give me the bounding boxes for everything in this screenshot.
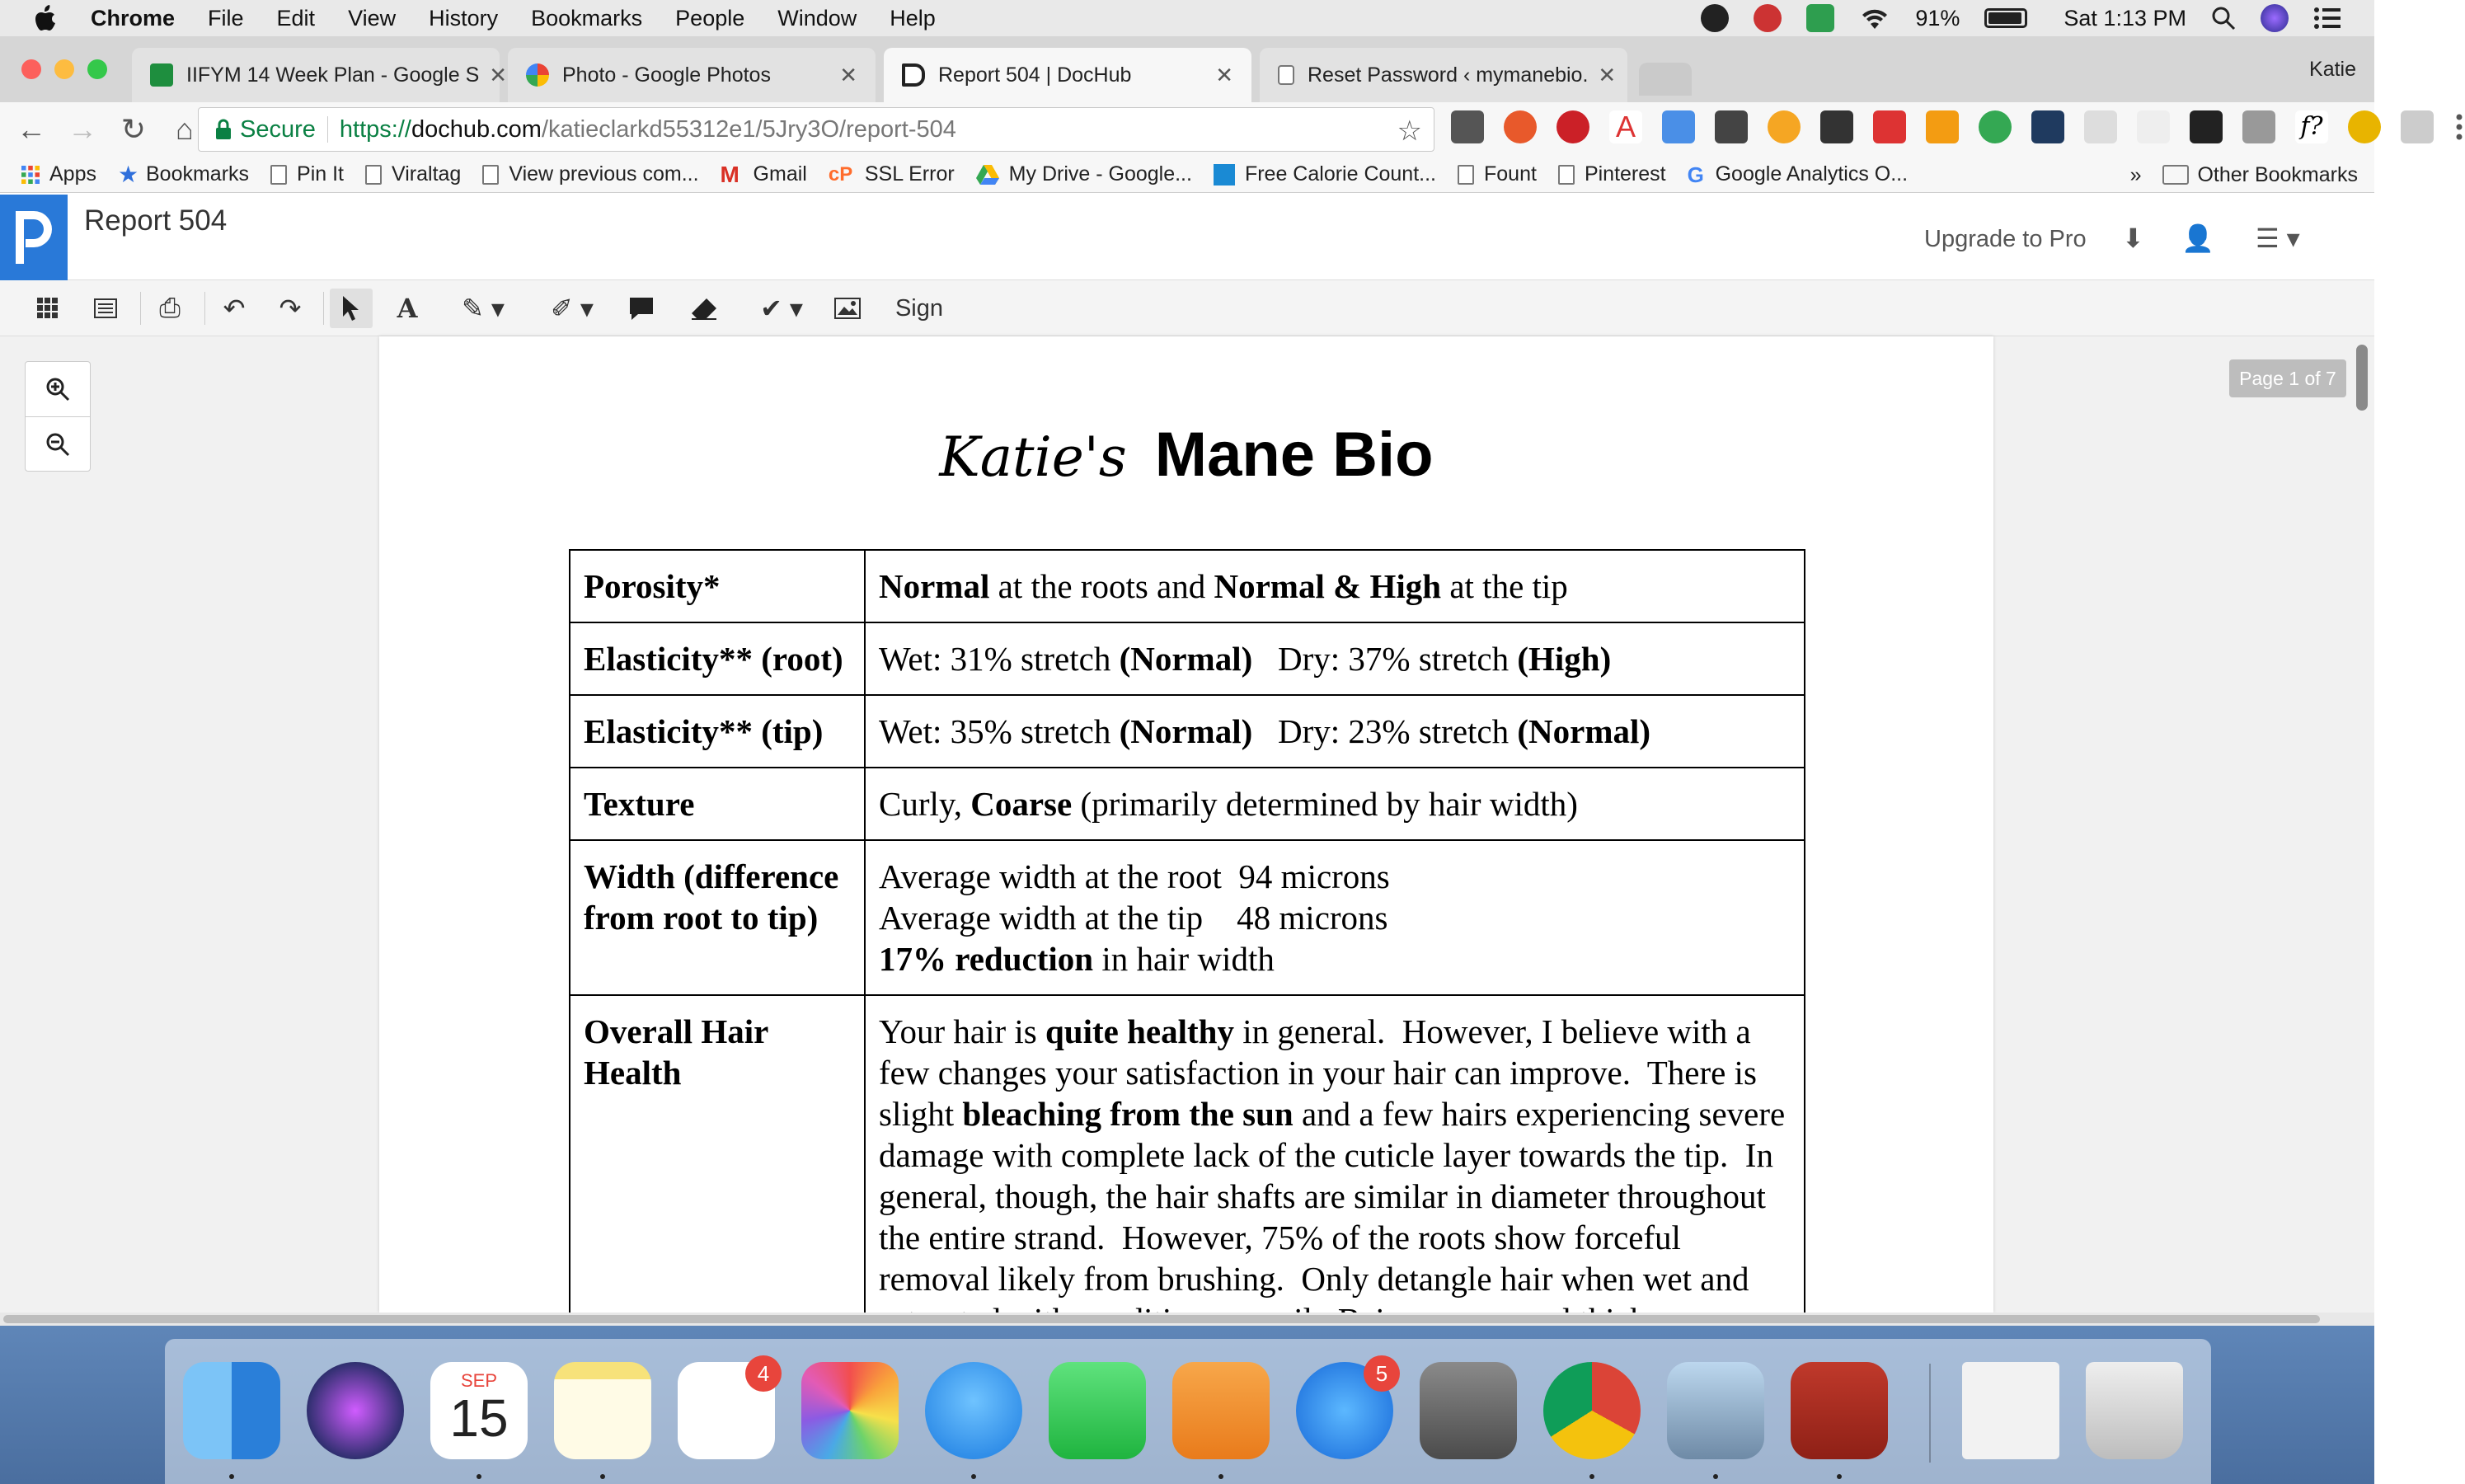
pocket-extension-icon[interactable] — [1715, 110, 1748, 143]
window-minimize-button[interactable] — [54, 59, 74, 79]
reminders-icon[interactable] — [678, 1362, 775, 1459]
dochub-toolbar — [0, 280, 2374, 336]
macos-dock — [165, 1339, 2211, 1484]
row-content: Curly, Coarse (primarily determined by hair width) — [865, 768, 1805, 840]
tab-reset-password[interactable] — [1260, 48, 1627, 102]
comment-tool-icon[interactable] — [623, 289, 660, 328]
bookmark-label: Google Analytics O... — [1715, 162, 1909, 186]
menubar-clock[interactable]: Sat 1:13 PM — [2064, 5, 2186, 31]
bookmark-label: Gmail — [753, 162, 807, 186]
page-icon — [1558, 165, 1575, 185]
download-icon[interactable]: ⬇ — [2122, 223, 2144, 253]
calendar-day: 15 — [449, 1388, 509, 1448]
bookmark-view-previous[interactable] — [482, 162, 698, 186]
bookmark-label: Bookmarks — [145, 162, 250, 186]
reload-icon[interactable]: ↻ — [120, 112, 147, 146]
analytics-extension-icon[interactable] — [2242, 110, 2275, 143]
heading-title: Mane Bio — [1154, 420, 1434, 490]
tab-close-icon[interactable]: ✕ — [839, 62, 857, 87]
walmart-extension-icon[interactable] — [2031, 110, 2064, 143]
tab-close-icon[interactable]: ✕ — [1598, 62, 1617, 87]
macos-menubar — [0, 0, 2374, 36]
upgrade-to-pro-button[interactable]: Upgrade to Pro — [1924, 226, 2087, 252]
gmail-icon: M — [720, 161, 740, 187]
bookmark-viraltag[interactable] — [365, 162, 461, 186]
calorie-icon — [1214, 164, 1235, 186]
macos-dock-area — [0, 1326, 2374, 1484]
window-close-button[interactable] — [21, 59, 41, 79]
row-content: Normal at the roots and Normal & High at the tip — [865, 550, 1805, 622]
checkmark-tool-icon[interactable]: ✔ ▾ — [760, 294, 803, 323]
app-store-icon[interactable] — [1296, 1362, 1393, 1459]
tab-close-icon[interactable]: ✕ — [489, 62, 508, 87]
zoom-in-icon — [45, 377, 70, 402]
drive-icon — [976, 164, 999, 186]
toolbar-divider — [204, 292, 205, 325]
table-row — [570, 768, 1805, 840]
bookmarks-bar — [0, 157, 2374, 193]
menu-edit[interactable]: Edit — [276, 5, 316, 31]
bookmark-fount[interactable] — [1458, 162, 1537, 186]
omnibox-divider — [327, 116, 328, 143]
row-content: Average width at the root 94 microns Average width at the tip 48 microns 17% reduction in hair width — [865, 840, 1805, 995]
row-content: Wet: 35% stretch (Normal) Dry: 23% stretch (Normal) — [865, 695, 1805, 768]
star-icon: ★ — [117, 161, 139, 187]
lock-icon — [215, 119, 232, 140]
battery-icon[interactable] — [1984, 8, 2027, 28]
siri-icon[interactable] — [2261, 4, 2289, 32]
row-label: Texture — [570, 768, 865, 840]
zoom-out-icon — [45, 432, 70, 457]
bookmark-label: Viraltag — [392, 162, 462, 186]
toolbar-divider — [323, 292, 324, 325]
tab-close-icon[interactable]: ✕ — [1215, 62, 1233, 87]
page-icon — [365, 165, 382, 185]
menu-window[interactable]: Window — [777, 5, 857, 31]
tab-google-photos[interactable] — [508, 48, 876, 102]
horizontal-scrollbar[interactable] — [0, 1313, 2374, 1326]
acrobat-extension-icon[interactable]: A — [1609, 110, 1642, 143]
eyedropper-extension-icon[interactable] — [1451, 110, 1484, 143]
download-extension-icon[interactable] — [1926, 110, 1959, 143]
bookmark-ssl-error[interactable] — [829, 162, 955, 186]
trash-icon[interactable] — [2086, 1362, 2183, 1459]
other-bookmarks[interactable]: Other Bookmarks — [2197, 162, 2358, 186]
dochub-header — [0, 193, 2374, 280]
notification-center-icon[interactable] — [2313, 7, 2341, 30]
wifi-icon[interactable] — [1859, 6, 1890, 31]
checklist-extension-icon[interactable] — [2401, 110, 2434, 143]
menubar-status-area — [1701, 0, 2341, 36]
horizontal-scroll-thumb[interactable] — [3, 1315, 2320, 1323]
bookmark-label: Pinterest — [1584, 162, 1666, 186]
page-favicon-icon — [1278, 65, 1294, 85]
document-title[interactable]: Report 504 — [84, 204, 228, 237]
stumbleupon-extension-icon[interactable] — [1504, 110, 1537, 143]
edit-extension-icon[interactable] — [2084, 110, 2117, 143]
select-pointer-icon[interactable] — [330, 289, 373, 328]
redo-icon[interactable]: ↷ — [279, 294, 302, 323]
folder-icon — [2162, 165, 2189, 185]
mane-bio-table — [569, 549, 1805, 1357]
bookmark-label: View previous com... — [509, 162, 699, 186]
apple-menu-icon[interactable] — [33, 4, 61, 32]
bookmark-label: Fount — [1484, 162, 1537, 186]
bookmark-my-drive[interactable] — [976, 162, 1192, 186]
running-indicator — [600, 1474, 605, 1479]
menu-help[interactable]: Help — [890, 5, 936, 31]
reminders-badge: 4 — [745, 1355, 782, 1392]
status-app-icon[interactable] — [1701, 4, 1729, 32]
running-indicator — [971, 1474, 976, 1479]
running-indicator — [1837, 1474, 1842, 1479]
table-row — [570, 995, 1805, 1356]
dochub-logo-icon[interactable] — [0, 195, 68, 280]
back-arrow-icon[interactable]: ← — [16, 112, 46, 146]
sign-button[interactable]: Sign — [894, 294, 944, 322]
tab-title: Report 504 | DocHub — [938, 63, 1132, 87]
grammarly-extension-icon[interactable] — [1979, 110, 2012, 143]
bookmark-label: Free Calorie Count... — [1244, 162, 1436, 186]
google-photos-favicon-icon — [526, 63, 549, 87]
extension-icons — [1451, 110, 2465, 143]
chrome-extension-icon[interactable] — [2348, 110, 2381, 143]
creative-cloud-icon[interactable] — [1754, 4, 1782, 32]
google-sheets-favicon-icon — [150, 63, 173, 87]
todoist-extension-icon[interactable] — [1873, 110, 1906, 143]
bookmarks-right — [2130, 157, 2358, 193]
bookmark-calorie-count[interactable] — [1214, 162, 1436, 186]
highlighter-tool-icon[interactable]: ✐ ▾ — [551, 294, 594, 323]
new-tab-button[interactable] — [1639, 63, 1692, 96]
url-path: /katieclarkd55312e1/5Jry3O/report-504 — [541, 115, 956, 143]
siri-dock-icon[interactable] — [307, 1362, 404, 1459]
tab-dochub-report[interactable] — [884, 48, 1251, 102]
table-row — [570, 695, 1805, 768]
heading-script-name: Katie's — [939, 425, 1127, 489]
document-heading — [379, 419, 1993, 491]
evernote-icon[interactable] — [1806, 4, 1834, 32]
menu-history[interactable]: History — [429, 5, 499, 31]
cpanel-icon: cP — [828, 162, 853, 186]
undo-icon[interactable]: ↶ — [223, 294, 246, 323]
zoom-out-button[interactable] — [26, 416, 90, 471]
more-extension-icon[interactable] — [1820, 110, 1853, 143]
bookmark-gmail[interactable] — [721, 162, 807, 186]
thumbnails-grid-icon[interactable] — [30, 289, 66, 328]
fontface-extension-icon[interactable]: f? — [2295, 110, 2328, 143]
app-store-badge: 5 — [1364, 1355, 1400, 1392]
document-workspace — [0, 336, 2374, 1326]
add-user-icon[interactable]: 👤 — [2181, 223, 2214, 253]
eraser-tool-icon[interactable] — [686, 289, 722, 328]
row-content: Your hair is quite healthy in general. However, I believe with a few changes your satisfaction in your hair can improve. There is slight bleaching from the sun and a few hairs experiencing severe damage with complete lack of the cuticle layer towards the tip. In general, though, the hair shafts are similar in diameter throughout the entire strand. However, 75% of the roots show forceful removal likely from brushing. Only detangle hair when wet and — [865, 995, 1805, 1356]
bookmark-pinterest[interactable] — [1558, 162, 1666, 186]
document-page[interactable] — [379, 336, 1993, 1313]
text-tool-icon[interactable]: A — [397, 293, 418, 324]
row-content: Wet: 31% stretch (Normal) Dry: 37% stretch (High) — [865, 622, 1805, 695]
calendar-month: SEP — [460, 1370, 498, 1391]
forward-arrow-icon[interactable]: → — [68, 112, 97, 146]
tab-iifym-plan[interactable] — [132, 48, 508, 102]
chrome-tab-strip — [0, 36, 2374, 102]
secure-label: Secure — [240, 115, 316, 143]
list-view-icon[interactable] — [87, 289, 124, 328]
home-icon[interactable]: ⌂ — [176, 112, 194, 146]
facetime-icon[interactable] — [1049, 1362, 1146, 1459]
dochub-favicon-icon — [902, 63, 925, 87]
toolbar-divider — [140, 292, 141, 325]
image-tool-icon[interactable] — [829, 289, 866, 328]
table-row — [570, 622, 1805, 695]
url-host: dochub.com — [411, 115, 542, 143]
tab-title: Photo - Google Photos — [562, 63, 771, 87]
spotlight-search-icon[interactable] — [2211, 6, 2236, 31]
page-icon — [270, 165, 287, 185]
running-indicator — [229, 1474, 234, 1479]
bookmark-label: Apps — [49, 162, 96, 186]
dock-separator — [1929, 1364, 1931, 1463]
notes-icon[interactable] — [554, 1362, 651, 1459]
minimized-window-icon[interactable] — [1962, 1362, 2059, 1459]
running-indicator — [1713, 1474, 1718, 1479]
bookmark-bookmarks[interactable] — [118, 162, 249, 186]
page-icon — [1458, 165, 1474, 185]
pen-tool-icon[interactable]: ✎ ▾ — [462, 294, 505, 323]
clipper-extension-icon[interactable] — [1662, 110, 1695, 143]
bookmark-label: SSL Error — [864, 162, 955, 186]
zoom-controls — [25, 361, 91, 472]
zoom-in-button[interactable] — [26, 362, 90, 416]
address-bar[interactable] — [198, 107, 1434, 152]
messages-icon[interactable] — [925, 1362, 1022, 1459]
row-label: Elasticity** (root) — [570, 622, 865, 695]
menu-bookmarks[interactable]: Bookmarks — [531, 5, 643, 31]
calendar-icon[interactable] — [430, 1362, 528, 1459]
preview-icon[interactable] — [1667, 1362, 1764, 1459]
row-label: Overall Hair Health — [570, 995, 865, 1356]
bookmark-label: Pin It — [297, 162, 345, 186]
calculator-icon[interactable] — [1420, 1362, 1517, 1459]
photos-icon[interactable] — [801, 1362, 899, 1459]
url-scheme: https:// — [339, 115, 411, 143]
dictionary-icon[interactable] — [1791, 1362, 1888, 1459]
table-row — [570, 840, 1805, 995]
honey-extension-icon[interactable] — [1768, 110, 1801, 143]
menu-file[interactable]: File — [208, 5, 244, 31]
bookmarks-overflow-chevron[interactable]: » — [2129, 162, 2142, 186]
chrome-profile-name[interactable]: Katie — [2309, 58, 2356, 81]
menu-view[interactable]: View — [348, 5, 397, 31]
bookmark-pin-it[interactable] — [270, 162, 344, 186]
table-row — [570, 550, 1805, 622]
pages-icon[interactable] — [1172, 1362, 1270, 1459]
row-label: Elasticity** (tip) — [570, 695, 865, 768]
bookmark-apps[interactable] — [21, 162, 96, 186]
buffer-extension-icon[interactable] — [2190, 110, 2223, 143]
tab-title: IIFYM 14 Week Plan - Google S — [186, 63, 480, 87]
running-indicator — [1589, 1474, 1594, 1479]
vertical-scrollbar[interactable] — [2356, 345, 2368, 411]
tab-title: Reset Password ‹ mymanebio. — [1308, 63, 1589, 87]
row-label: Porosity* — [570, 550, 865, 622]
bookmark-star-icon[interactable]: ☆ — [1397, 115, 1422, 147]
blank-extension-icon[interactable] — [2137, 110, 2170, 143]
menu-app-name[interactable]: Chrome — [91, 5, 176, 31]
print-icon[interactable]: ⎙ — [159, 293, 181, 322]
finder-icon[interactable] — [183, 1362, 280, 1459]
pinterest-extension-icon[interactable] — [1556, 110, 1589, 143]
running-indicator — [477, 1474, 481, 1479]
chrome-menu-icon[interactable] — [2453, 110, 2465, 143]
bookmark-google-analytics[interactable] — [1688, 162, 1908, 186]
page-icon — [482, 165, 499, 185]
google-icon: G — [1687, 162, 1704, 187]
battery-percent: 91% — [1915, 5, 1960, 31]
menu-people[interactable]: People — [675, 5, 745, 31]
apps-grid-icon — [21, 164, 40, 186]
chrome-dock-icon[interactable] — [1543, 1362, 1641, 1459]
row-label: Width (difference from root to tip) — [570, 840, 865, 995]
page-indicator: Page 1 of 7 — [2229, 359, 2346, 397]
hamburger-menu-icon[interactable]: ☰ ▾ — [2256, 223, 2300, 253]
bookmark-label: My Drive - Google... — [1008, 162, 1192, 186]
chrome-toolbar — [0, 102, 2374, 157]
window-zoom-button[interactable] — [87, 59, 107, 79]
running-indicator — [1218, 1474, 1223, 1479]
